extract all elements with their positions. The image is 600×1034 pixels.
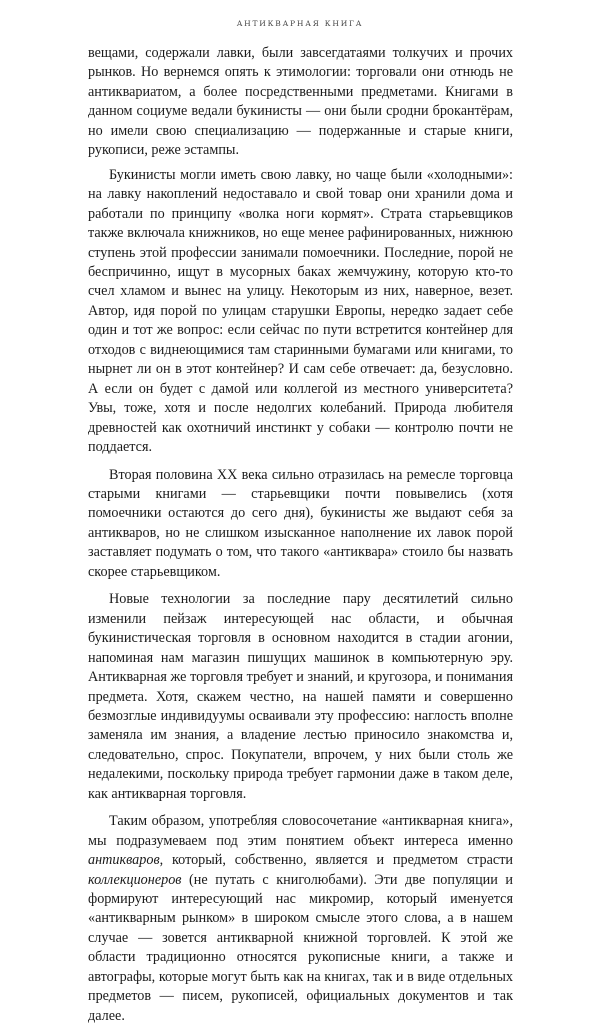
paragraph: [88, 166, 513, 458]
body-text: [88, 44, 513, 1034]
paragraph-text: вещами, содержали лавки, были завсегдатаями толкучих и прочих рынков. Но вернемся опять к этимологии: торговали они отнюдь не антиквариатом, а более посредственными предметами. Книгами в данном социуме ведали букинисты — они были сродни брокантёрам, но имели свою специализацию — подержанные и старые книги, рукописи, реже эстампы.: [88, 45, 513, 159]
paragraph-text: , который, собственно, является и предметом страсти: [159, 852, 513, 869]
paragraph: [88, 812, 513, 1026]
emphasis: антикваров: [88, 852, 160, 869]
emphasis: коллекционеров: [88, 871, 182, 888]
running-head: АНТИКВАРНАЯ КНИГА: [236, 19, 364, 28]
paragraph: [88, 466, 513, 583]
paragraph-text: Таким образом, употребляя словосочетание «антикварная книга», мы подразумеваем под этим понятием объект интереса именно: [88, 813, 513, 849]
paragraph-text: Новые технологии за последние пару десятилетий сильно изменили пейзаж интересующей нас области, и обычная букинистическая торговля в основном находится в стадии агонии, напоминая нам магазин пишущих машинок в компьютерную эру. Антикварная же торговля требует и знаний, и кругозора, и понимания предмета. Хотя, скажем честно, на нашей памяти и совершенно безмозглые индивидуумы осваивали эту профессию: наглость вполне заменяла им знания, а владение лестью приносило знакомства и, следовательно, спрос. Покупатели, впрочем, у них были столь же недалекими, поскольку природа требует гармонии даже в таком деле, как антикварная торговля.: [88, 591, 513, 802]
paragraph-text: Букинисты могли иметь свою лавку, но чаще были «холодными»: на лавку накоплений недоставало и свой товар они хранили дома и работали по принципу «волка ноги кормят». Страта старьевщиков также включала книжников, но еще менее рафинированных, нижнюю ступень этой профессии занимали помоечники. Последние, порой не беспричинно, ищут в мусорных баках жемчужину, которую кто-то счел хламом и вынес на улицу. Некоторым из них, наверное, везет. Автор, идя порой по улицам старушки Европы, нередко задает себе один и тот же вопрос: если сейчас по пути встретится контейнер для отходов с виднеющимися там старинными бумагами или книгами, то нырнет ли он в этот контейнер? И сам себе отвечает: да, безусловно. А если он будет с дамой или коллегой из местного университета? Увы, тоже, хотя и после недолгих колебаний. Природа любителя древностей как охотничий инстинкт у собаки — контролю почти не поддается.: [88, 166, 513, 456]
paragraph-text: (не путать с книголюбами). Эти две популяции и формируют интересующий нас микромир, который именуется «антикварным рынком» в широком смысле этого слова, а в нашем случае — зовется антикварной книжной торговлей. К этой же области традиционно относятся рукописные книги, а также и автографы, которые могут быть как на книгах, так и в виде отдельных предметов — писем, рукописей, официальных документов и так далее.: [88, 871, 513, 1024]
paragraph-text: Вторая половина XX века сильно отразилась на ремесле торговца старыми книгами — старьевщики почти повывелись (хотя помоечники остаются до сего дня), букинисты же выдают себя за антикваров, но не слишком изысканное наполнение их лавок порой заставляет подумать о том, что такого «антиквара» стоило бы назвать скорее старьевщиком.: [88, 466, 513, 580]
paragraph: [88, 590, 513, 804]
paragraph: [88, 44, 513, 161]
